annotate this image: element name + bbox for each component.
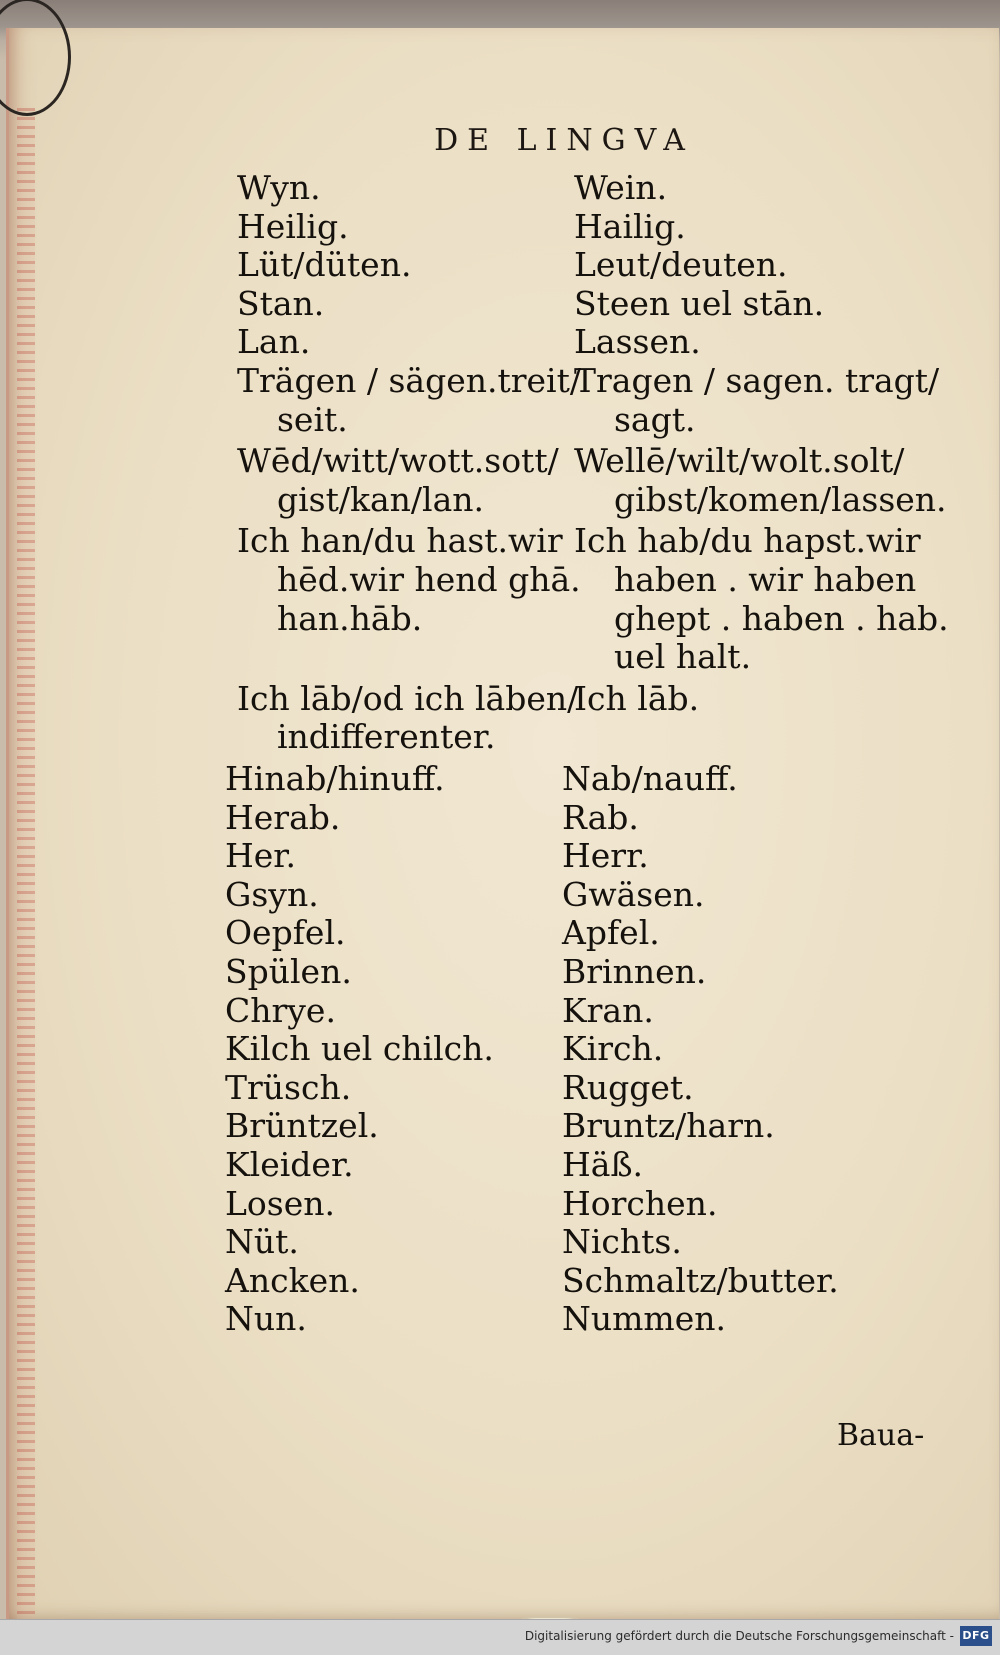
vocab-right-line: Kran. xyxy=(562,990,654,1030)
catchword: Baua- xyxy=(837,1418,925,1453)
vocab-right-line: Kirch. xyxy=(562,1029,664,1069)
vocab-left-line: Chrye. xyxy=(225,990,336,1030)
vocab-right-line: Nichts. xyxy=(562,1222,682,1262)
vocab-right-line: Ich hab/du hapst.wir xyxy=(574,521,921,561)
vocab-left-line: Ancken. xyxy=(225,1260,360,1300)
vocab-right-line: Tragen / sagen. tragt/ xyxy=(574,361,940,400)
vocab-right-line: Nummen. xyxy=(562,1299,726,1339)
vocab-left-line: Ich lāb/od ich lāben/ xyxy=(237,678,579,718)
vocab-left-line: Brüntzel. xyxy=(225,1106,379,1146)
footer-credit: Digitalisierung gefördert durch die Deutsche Forschungsgemeinschaft - xyxy=(524,1629,954,1643)
vocab-left-line: hēd.wir hend ghā. xyxy=(277,559,581,599)
running-head: DE LINGVA xyxy=(434,123,694,158)
vocab-right-line: Lassen. xyxy=(574,322,701,362)
vocab-right-line: Apfel. xyxy=(562,913,660,953)
page-edge-stain xyxy=(17,108,35,1628)
vocab-right-line: Brinnen. xyxy=(562,952,707,991)
book-page xyxy=(6,28,999,1620)
vocab-right-line: haben . wir haben xyxy=(614,559,917,599)
vocab-left-line: Lüt/düten. xyxy=(237,245,412,285)
vocab-right-line: Ich lāb. xyxy=(574,678,700,718)
vocab-left-line: Wyn. xyxy=(237,168,321,207)
vocab-left-line: Kleider. xyxy=(225,1145,354,1184)
vocab-right-line: Herr. xyxy=(562,836,649,876)
vocab-left-line: gist/kan/lan. xyxy=(277,479,485,519)
vocab-right-line: uel halt. xyxy=(614,637,752,677)
vocab-left-line: Nüt. xyxy=(225,1222,299,1262)
vocab-left-line: seit. xyxy=(277,399,348,439)
vocab-right-line: Rugget. xyxy=(562,1067,694,1107)
vocab-right-line: Hailig. xyxy=(574,206,686,246)
vocab-left-line: Wēd/witt/wott.sott/ xyxy=(237,441,559,481)
vocab-left-line: han.hāb. xyxy=(277,598,423,638)
vocab-right-line: Horchen. xyxy=(562,1183,718,1223)
vocab-right-line: Schmaltz/butter. xyxy=(562,1260,839,1300)
vocab-right-line: Nab/nauff. xyxy=(562,759,738,798)
footer-bar xyxy=(0,1619,1000,1655)
vocab-left-line: Trägen / sägen.treit/ xyxy=(237,361,581,400)
vocab-left-line: Lan. xyxy=(237,322,311,362)
vocab-left-line: Hinab/hinuff. xyxy=(225,759,445,798)
vocab-left-line: Spülen. xyxy=(225,952,352,991)
vocab-right-line: Bruntz/harn. xyxy=(562,1106,775,1146)
vocab-right-line: ghept . haben . hab. xyxy=(614,598,949,638)
vocab-right-line: Steen uel stān. xyxy=(574,283,825,323)
vocab-right-line: gibst/komen/lassen. xyxy=(614,479,947,519)
vocab-right-line: Gwäsen. xyxy=(562,874,705,914)
vocab-right-line: sagt. xyxy=(614,399,696,439)
vocab-left-line: Gsyn. xyxy=(225,874,319,914)
vocab-left-line: Heilig. xyxy=(237,206,349,246)
vocab-left-line: Herab. xyxy=(225,797,341,837)
vocab-right-line: Leut/deuten. xyxy=(574,245,788,285)
dfg-logo-icon: DFG xyxy=(960,1626,992,1646)
vocab-left-line: Nun. xyxy=(225,1299,307,1339)
vocab-left-line: indifferenter. xyxy=(277,717,496,757)
vocab-right-line: Wellē/wilt/wolt.solt/ xyxy=(574,441,905,481)
vocab-left-line: Ich han/du hast.wir xyxy=(237,521,563,561)
vocab-left-line: Losen. xyxy=(225,1183,335,1223)
vocab-right-line: Rab. xyxy=(562,797,639,837)
clip-ring xyxy=(0,0,71,116)
vocab-left-line: Stan. xyxy=(237,283,325,323)
vocab-left-line: Oepfel. xyxy=(225,913,346,953)
vocab-right-line: Wein. xyxy=(574,168,668,207)
vocab-left-line: Her. xyxy=(225,836,296,876)
vocab-left-line: Trüsch. xyxy=(225,1067,352,1107)
vocab-left-line: Kilch uel chilch. xyxy=(225,1029,494,1069)
vocab-right-line: Häß. xyxy=(562,1145,643,1184)
